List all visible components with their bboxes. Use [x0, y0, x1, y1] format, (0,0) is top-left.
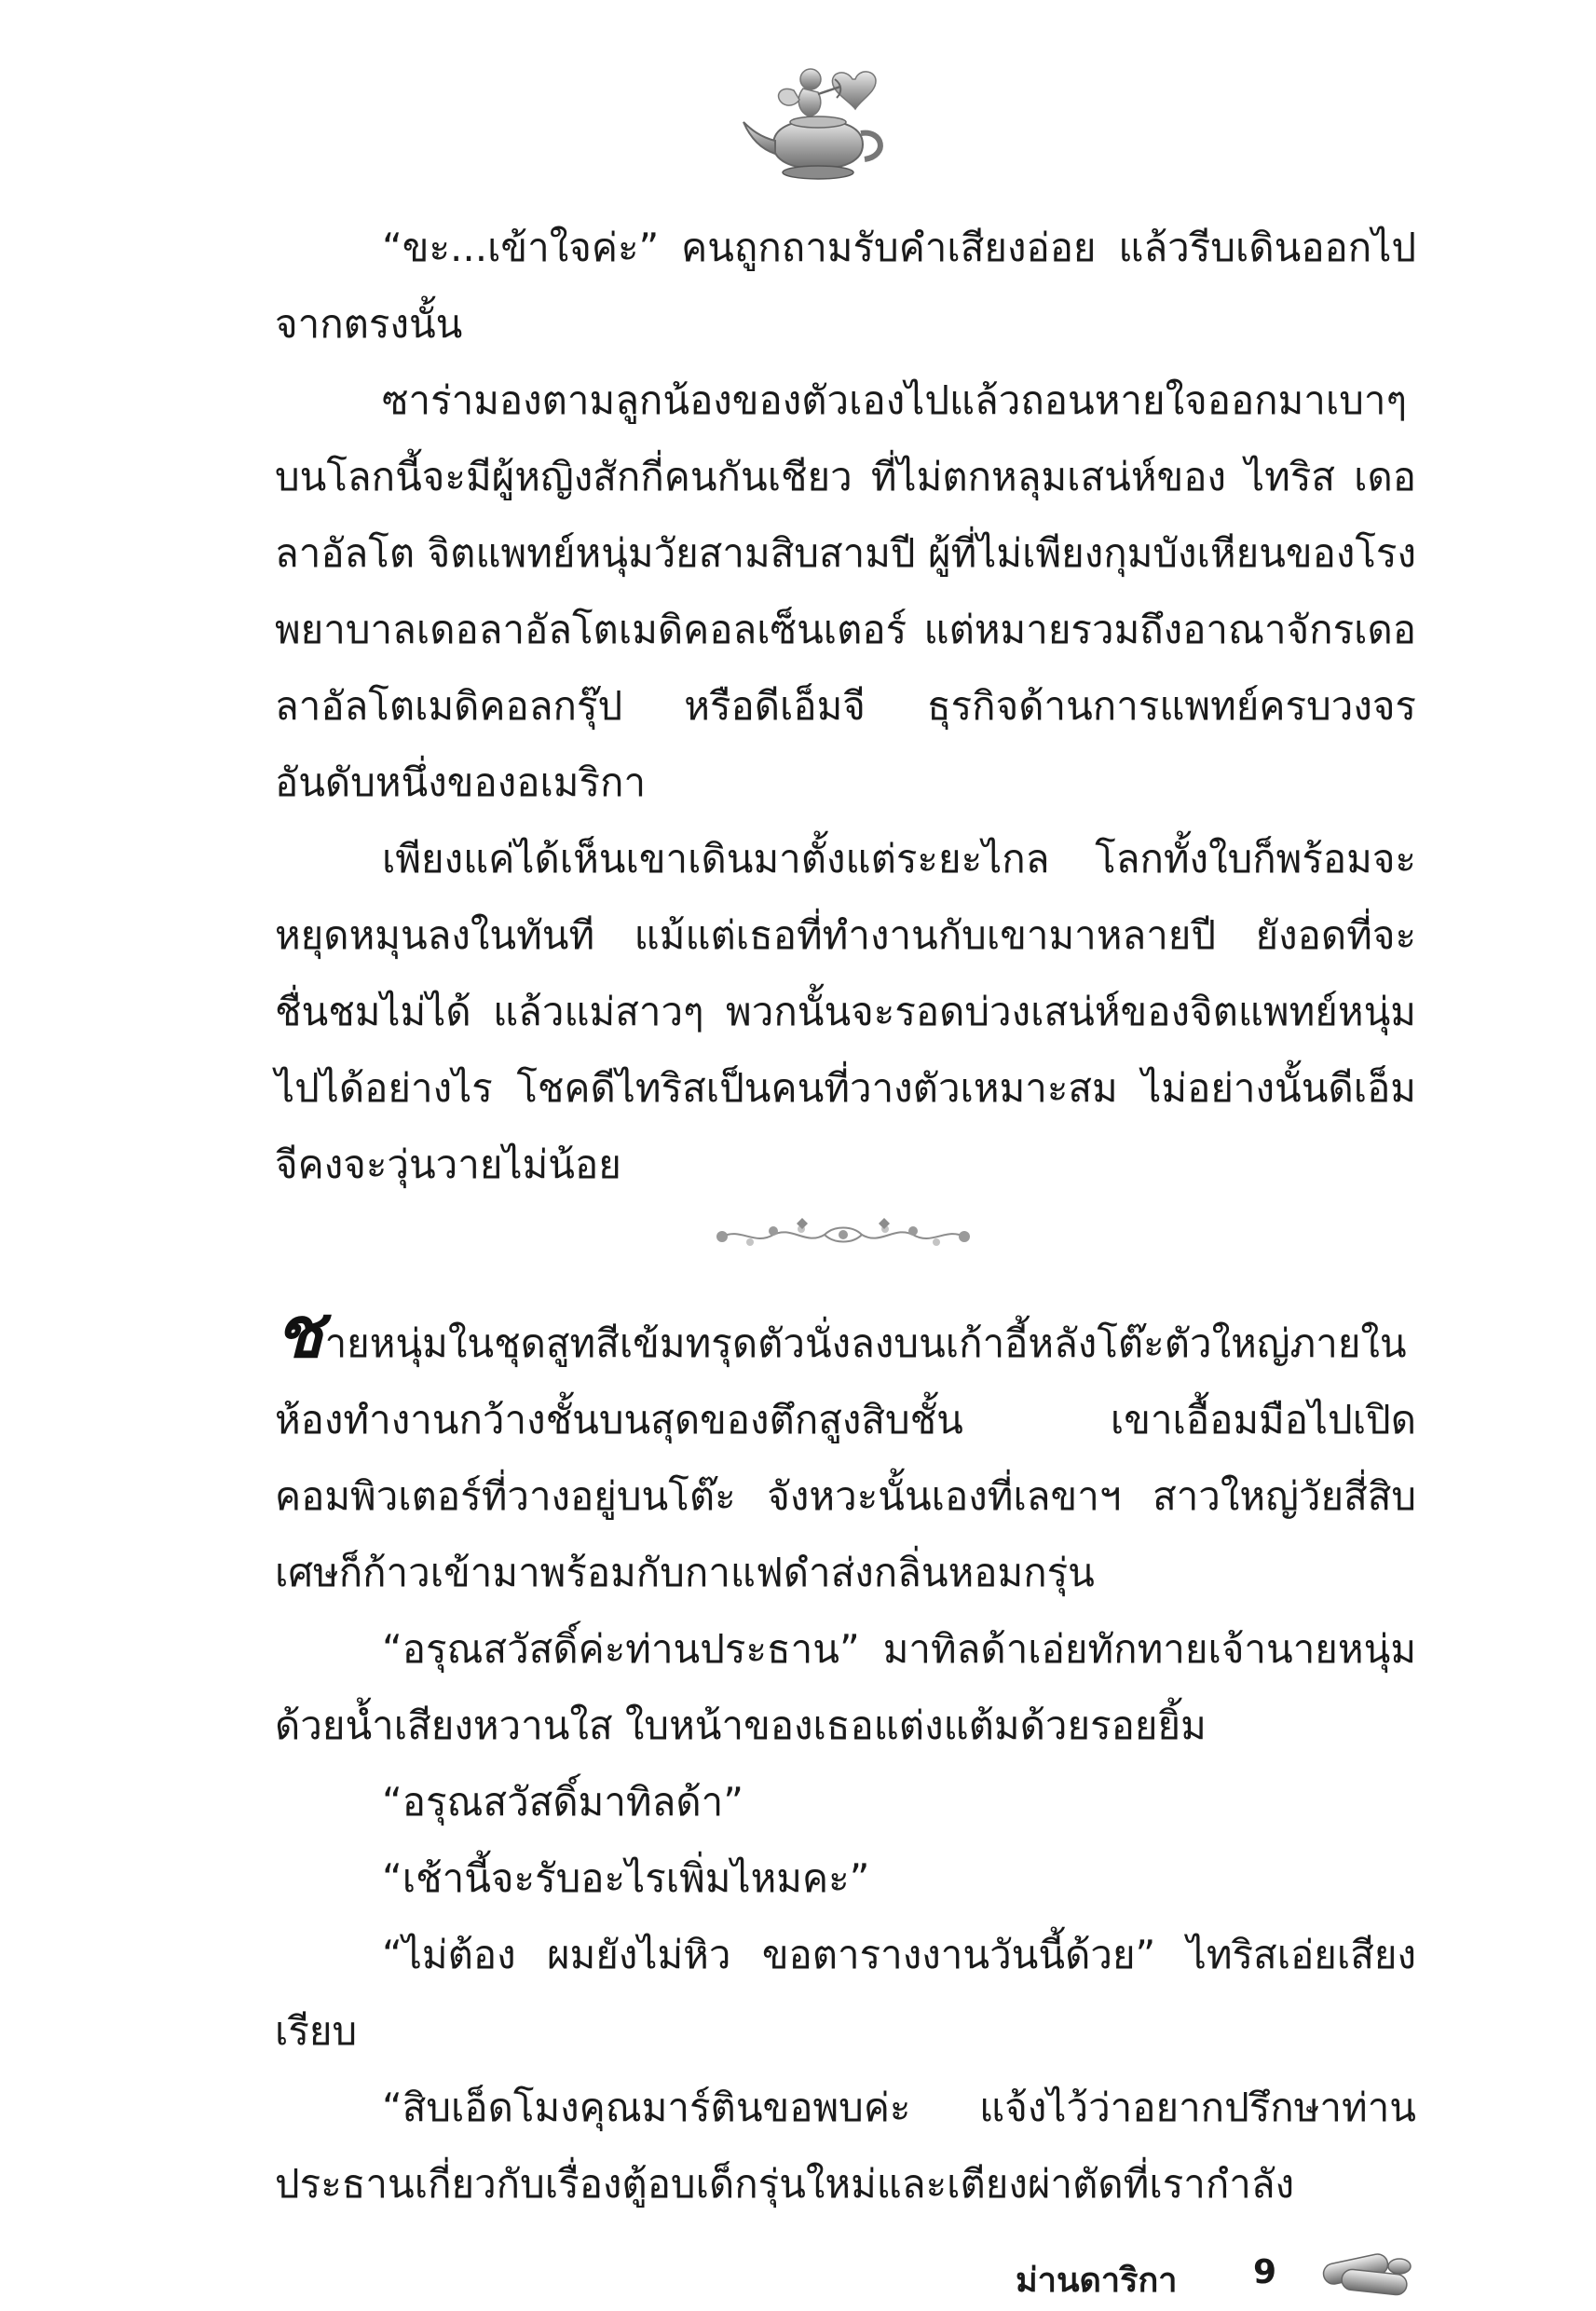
text-section-2 [275, 1291, 1416, 2222]
paragraph: “สิบเอ็ดโมงคุณมาร์ตินขอพบค่ะ แจ้งไว้ว่าอยากปรึกษาท่านประธานเกี่ยวกับเรื่องตู้อบเด็กรุ่นใหม่และเตียงผ่าตัดที่เรากำลัง [275, 2085, 1416, 2207]
teapot-cupid-icon [736, 51, 904, 191]
page-footer [1016, 2246, 1425, 2311]
paragraph: เพียงแค่ได้เห็นเขาเดินมาตั้งแต่ระยะไกล โลกทั้งใบก็พร้อมจะหยุดหมุนลงในทันที แม้แต่เธอที่ทำงานกับเขามาหลายปี ยังอดที่จะชื่นชมไม่ได้ แล้วแม่สาวๆ พวกนั้นจะรอดบ่วงเสน่ห์ของจิตแพทย์หนุ่มไปได้อย่างไร โชคดีไทริสเป็นคนที่วางตัวเหมาะสม ไม่อย่างนั้นดีเอ็มจีคงจะวุ่นวายไม่น้อย [275, 836, 1416, 1187]
pills-icon [1314, 2246, 1416, 2302]
paragraph: “ขะ...เข้าใจค่ะ” คนถูกถามรับคำเสียงอ่อย แล้วรีบเดินออกไปจากตรงนั้น [275, 225, 1416, 347]
paragraph: “อรุณสวัสดิ์มาทิลด้า” [382, 1779, 743, 1825]
chapter-opening-paragraph [275, 1291, 1416, 1611]
text-section-1 [275, 210, 1416, 1203]
floral-divider-icon [703, 1207, 983, 1263]
paragraph: “อรุณสวัสดิ์ค่ะท่านประธาน” มาทิลด้าเอ่ยทักทายเจ้านายหนุ่มด้วยน้ำเสียงหวานใส ใบหน้าของเธอแต่งแต้มด้วยรอยยิ้ม [275, 1626, 1416, 1748]
book-title: ม่านดาริกา [1016, 2262, 1178, 2300]
page-number: 9 [1253, 2253, 1277, 2291]
paragraph: “เช้านี้จะรับอะไรเพิ่มไหมคะ” [382, 1855, 870, 1901]
paragraph: ซาร่ามองตามลูกน้องของตัวเองไปแล้วถอนหายใจออกมาเบาๆ บนโลกนี้จะมีผู้หญิงสักกี่คนกันเชียว ที่ไม่ตกหลุมเสน่ห์ของ ไทริส เดอลาอัลโต จิตแพทย์หนุ่มวัยสามสิบสามปี ผู้ที่ไม่เพียงกุมบังเหียนของโรงพยาบาลเดอลาอัลโตเมดิคอลเซ็นเตอร์ แต่หมายรวมถึงอาณาจักรเดอลาอัลโตเมดิคอลกรุ๊ป หรือดีเอ็มจี ธุรกิจด้านการแพทย์ครบวงจรอันดับหนึ่งของอเมริกา [275, 377, 1416, 805]
drop-cap: ช [275, 1291, 323, 1374]
paragraph: “ไม่ต้อง ผมยังไม่หิว ขอตารางงานวันนี้ด้วย” ไทริสเอ่ยเสียงเรียบ [275, 1932, 1416, 2054]
paragraph-text: ายหนุ่มในชุดสูทสีเข้มทรุดตัวนั่งลงบนเก้าอี้หลังโต๊ะตัวใหญ่ภายในห้องทำงานกว้างชั้นบนสุดของตึกสูงสิบชั้น เขาเอื้อมมือไปเปิดคอมพิวเตอร์ที่วางอยู่บนโต๊ะ จังหวะนั้นเองที่เลขาฯ สาวใหญ่วัยสี่สิบเศษก็ก้าวเข้ามาพร้อมกับกาแฟดำส่งกลิ่นหอมกรุ่น [275, 1320, 1416, 1595]
